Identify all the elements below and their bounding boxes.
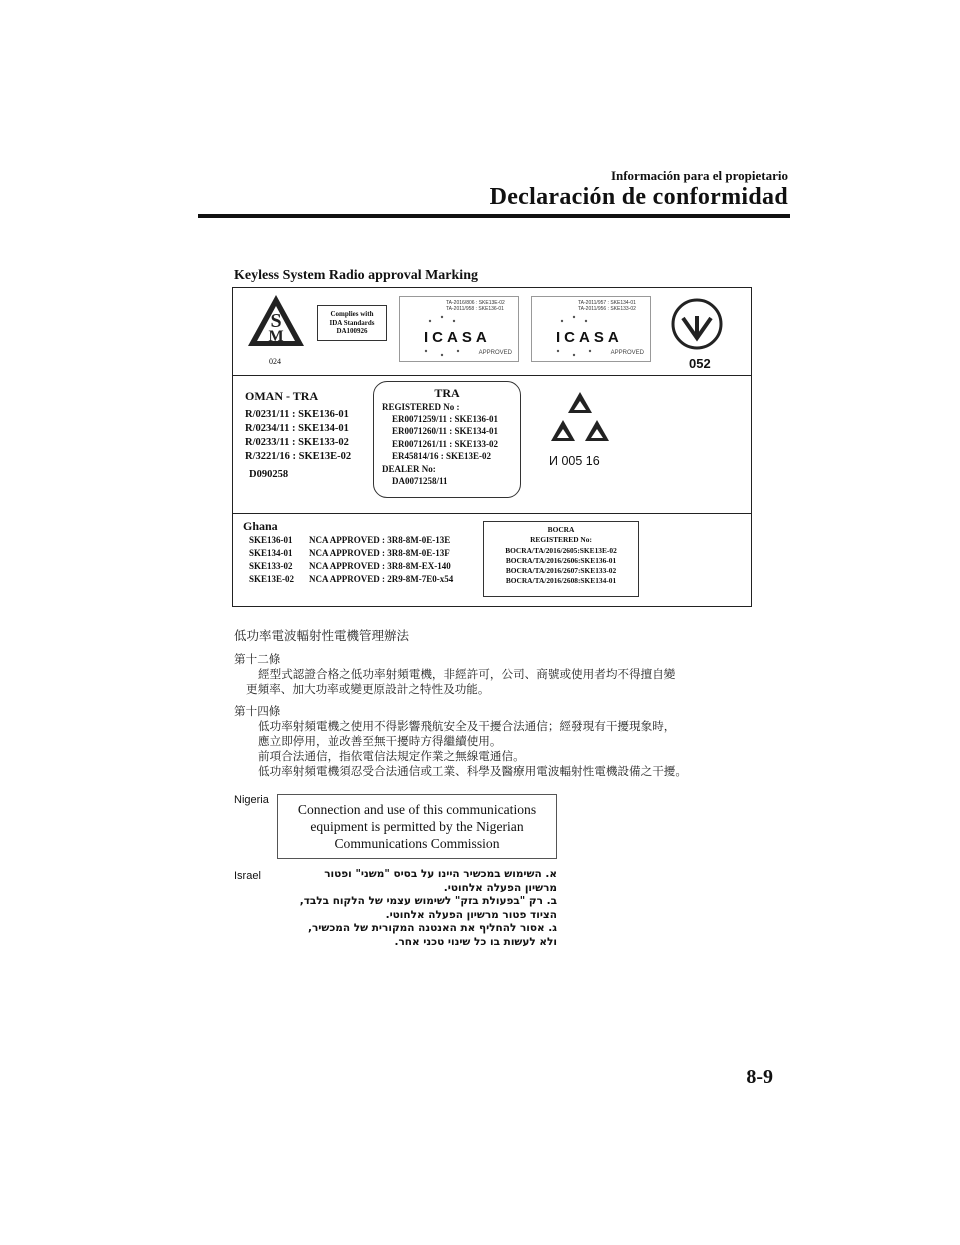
oman-title: OMAN - TRA bbox=[245, 389, 319, 403]
bocra-line: BOCRA/TA/2016/2605:SKE13E-02 bbox=[505, 545, 617, 555]
icasa-code: TA-2011/957 : SKE134-01 bbox=[578, 300, 636, 306]
israel-line: הציוד פטור מרשיון הפעלה אלחוטי. bbox=[385, 908, 557, 921]
ghana-approval: NCA APPROVED : 3R8-8M-0E-13F bbox=[309, 548, 450, 558]
icasa-approved: APPROVED bbox=[478, 350, 512, 356]
eac-number: 052 bbox=[689, 356, 711, 371]
oman-line: R/0233/11 : SKE133-02 bbox=[245, 437, 349, 448]
page-title: Declaración de conformidad bbox=[489, 184, 788, 210]
ghana-model: SKE134-01 bbox=[249, 548, 293, 558]
oman-line: R/0234/11 : SKE134-01 bbox=[245, 423, 349, 434]
tra-line: ER0071260/11 : SKE134-01 bbox=[392, 426, 499, 437]
nigeria-box bbox=[277, 794, 557, 859]
ghana-models bbox=[249, 534, 294, 586]
svg-text:S: S bbox=[270, 310, 282, 332]
icasa-mark-2 bbox=[531, 296, 651, 362]
tra-registered: REGISTERED No : bbox=[382, 402, 460, 412]
icasa-code: TA-2011/958 : SKE136-01 bbox=[446, 306, 504, 312]
ghana-title: Ghana bbox=[243, 519, 278, 533]
icasa-code: TA-2016/806 : SKE13E-02 bbox=[446, 300, 505, 306]
ida-compliance-box bbox=[317, 305, 387, 341]
taiwan-title: 低功率電波輻射性電機管理辦法 bbox=[234, 628, 410, 643]
israel-line: א. השימוש במכשיר היינו על בסיס "משני" ופטור bbox=[324, 868, 557, 880]
taiwan-article-14-line: 低功率射頻電機須忍受合法通信或工業、科學及醫療用電波輻射性電機設備之干擾。 bbox=[258, 764, 687, 778]
nigeria-label: Nigeria bbox=[234, 794, 269, 806]
nigeria-line: Connection and use of this communications bbox=[297, 802, 537, 817]
header-subtitle: Información para el propietario bbox=[610, 168, 788, 183]
ghana-approval: NCA APPROVED : 2R9-8M-7E0-x54 bbox=[309, 574, 454, 584]
tra-title: TRA bbox=[434, 386, 460, 400]
panel-divider bbox=[233, 513, 751, 514]
tra-line: ER0071259/11 : SKE136-01 bbox=[392, 414, 499, 424]
ghana-approval: NCA APPROVED : 3R8-8M-0E-13E bbox=[309, 535, 451, 545]
taiwan-article-12-line: 經型式認證合格之低功率射頻電機，非經許可，公司、商號或使用者均不得擅自變 bbox=[258, 667, 676, 681]
bocra-box bbox=[483, 521, 639, 597]
ghana-model: SKE133-02 bbox=[249, 561, 293, 571]
ghana-approvals bbox=[309, 534, 453, 586]
bocra-line: BOCRA/TA/2016/2606:SKE136-01 bbox=[505, 555, 617, 565]
nigeria-line: equipment is permitted by the Nigerian bbox=[310, 819, 524, 834]
tra-dealer: DA0071258/11 bbox=[392, 476, 448, 486]
header-rule bbox=[198, 214, 790, 218]
ida-line: Complies with bbox=[330, 310, 374, 318]
israel-text bbox=[217, 868, 557, 950]
nigeria-line: Communications Commission bbox=[334, 836, 500, 851]
icasa-approved: APPROVED bbox=[610, 350, 644, 356]
taiwan-article-14-line: 應立即停用，並改善至無干擾時方得繼續使用。 bbox=[258, 734, 502, 748]
bocra-line: BOCRA/TA/2016/2607:SKE133-02 bbox=[505, 566, 617, 576]
taiwan-article-14-line: 低功率射頻電機之使用不得影響飛航安全及干擾合法通信；經發現有干擾現象時， bbox=[258, 719, 676, 733]
tra-list bbox=[392, 413, 498, 462]
tra-dealer-label: DEALER No: bbox=[382, 464, 436, 474]
malaysia-sirim-mark bbox=[241, 292, 311, 362]
tra-box bbox=[373, 381, 521, 498]
bocra-line: REGISTERED No: bbox=[530, 535, 592, 545]
malaysia-number: 024 bbox=[269, 357, 281, 366]
panel-divider bbox=[233, 375, 751, 376]
ida-line: IDA Standards bbox=[329, 318, 375, 327]
ghana-model: SKE13E-02 bbox=[249, 574, 295, 584]
approval-marking-panel bbox=[232, 287, 752, 607]
icasa-word: ICASA bbox=[424, 329, 491, 346]
ukraine-conformity-mark bbox=[669, 296, 725, 352]
israel-line: ג. אסור להחליף את האנטנה המקורית של המכשיר, bbox=[308, 922, 557, 935]
oman-dealer: D090258 bbox=[249, 469, 289, 480]
icasa-word: ICASA bbox=[556, 329, 623, 346]
page-number: 8-9 bbox=[746, 1066, 773, 1088]
taiwan-article-14-title: 第十四條 bbox=[234, 704, 281, 718]
israel-label: Israel bbox=[234, 870, 261, 882]
oman-list bbox=[245, 408, 351, 464]
oman-line: R/0231/11 : SKE136-01 bbox=[245, 409, 349, 420]
taiwan-article-12-line: 更頻率、加大功率或變更原設計之特性及功能。 bbox=[246, 682, 490, 696]
ghana-model: SKE136-01 bbox=[249, 535, 293, 545]
tra-line: ER0071261/11 : SKE133-02 bbox=[392, 438, 499, 449]
kazakhstan-conformity-mark bbox=[539, 386, 621, 452]
taiwan-article-14-line: 前項合法通信，指依電信法規定作業之無線電通信。 bbox=[258, 749, 525, 763]
ghana-approval: NCA APPROVED : 3R8-8M-EX-140 bbox=[309, 561, 451, 571]
israel-line: ב. רק "בפעולת בזק" לשימוש עצמי של הלקוח בלבד, bbox=[299, 895, 557, 908]
section-label: Keyless System Radio approval Marking bbox=[234, 268, 478, 283]
bocra-line: BOCRA bbox=[547, 525, 575, 534]
tra-line: ER45814/16 : SKE13E-02 bbox=[392, 450, 492, 461]
svg-text:M: M bbox=[268, 328, 284, 345]
israel-line: מרשיון הפעלה אלחוטי. bbox=[443, 881, 557, 894]
ida-line: DA100926 bbox=[336, 327, 368, 335]
taiwan-article-12-title: 第十二條 bbox=[234, 652, 281, 666]
kazakhstan-code: И 005 16 bbox=[549, 454, 600, 468]
bocra-line: BOCRA/TA/2016/2608:SKE134-01 bbox=[505, 576, 617, 586]
israel-line: ולא לעשות בו כל שינוי טכני אחר. bbox=[394, 935, 557, 948]
icasa-code: TA-2011/956 : SKE133-02 bbox=[578, 306, 636, 312]
oman-line: R/3221/16 : SKE13E-02 bbox=[245, 451, 352, 462]
icasa-mark-1 bbox=[399, 296, 519, 362]
